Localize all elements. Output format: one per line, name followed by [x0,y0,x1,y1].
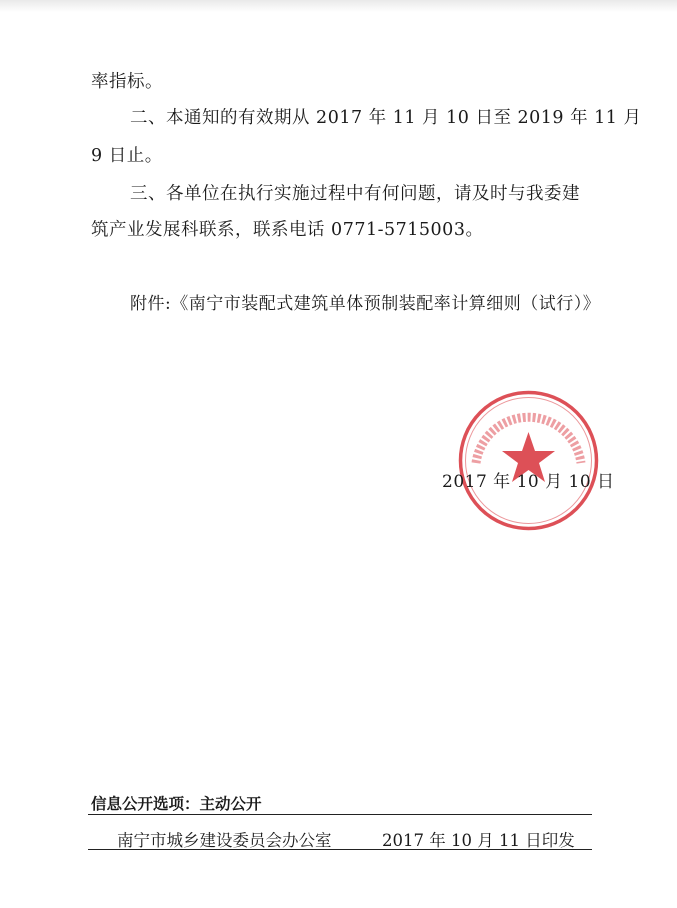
footer-rule-bottom [88,849,592,850]
attachment-line: 附件:《南宁市装配式建筑单体预制装配率计算细则（试行）》 [130,294,601,314]
issuer-office: 南宁市城乡建设委员会办公室 [117,831,332,850]
official-seal-icon [456,388,601,533]
signing-date: 2017 年 10 月 10 日 [442,472,615,492]
body-line-5: 筑产业发展科联系，联系电话 0771-5715003。 [91,220,484,240]
footer-rule-top [88,814,592,815]
disclosure-option: 信息公开选项：主动公开 [91,795,262,813]
body-line-2: 二、本通知的有效期从 2017 年 11 月 10 日至 2019 年 11 月 [130,108,642,128]
issue-date: 2017 年 10 月 11 日印发 [382,831,575,850]
body-line-1: 率指标。 [91,72,163,92]
top-shadow [0,0,677,12]
body-line-4: 三、各单位在执行实施过程中有何问题，请及时与我委建 [130,184,580,204]
body-line-3: 9 日止。 [91,146,163,166]
